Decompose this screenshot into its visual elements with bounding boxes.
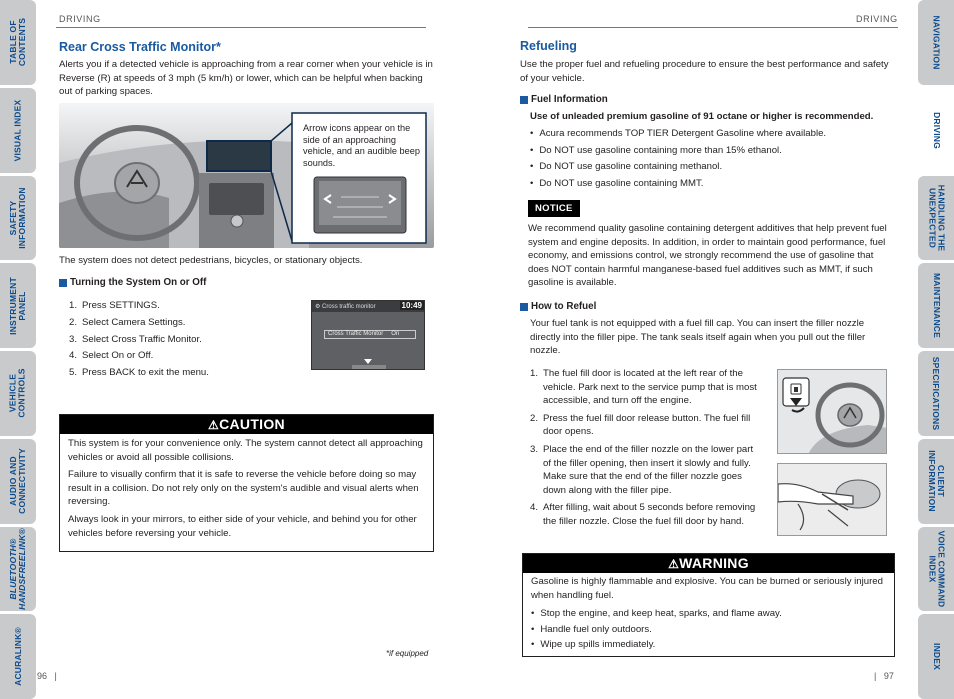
warning-bullets [531, 606, 886, 653]
list-item: • Stop the engine, and keep heat, sparks, and flame away. [531, 606, 886, 622]
tab-bluetooth-handsfreelink[interactable] [0, 527, 36, 612]
tab-safety-information[interactable] [0, 176, 36, 261]
screen-settings-icon: ⚙ [315, 304, 323, 310]
refuel-intro: Your fuel tank is not equipped with a fuel fill cap. You can insert the filler nozzle directly into the filler pipe. The tank seals itself again when you pull out the filler nozzle. [530, 318, 866, 357]
warning-body [523, 573, 894, 656]
tab-label: ACURALINK® [12, 627, 23, 687]
list-item [69, 348, 209, 365]
screen-menu-item-label: Cross Traffic Monitor [328, 331, 384, 337]
list-item [530, 367, 762, 408]
list-item [69, 315, 209, 332]
screen-title-bar [312, 301, 425, 312]
right-section-tabs [918, 0, 954, 699]
tab-audio-connectivity[interactable] [0, 439, 36, 524]
list-item [530, 443, 762, 497]
list-item: • Acura recommends TOP TIER Detergent Gasoline where available. [530, 126, 826, 143]
tab-vehicle-controls[interactable] [0, 351, 36, 436]
tab-label: TABLE OF CONTENTS [8, 18, 28, 67]
page-number-value: 96 [37, 671, 48, 681]
screen-menu-item [324, 330, 416, 339]
fuel-bullets [530, 126, 826, 192]
settings-screen-image [311, 300, 425, 370]
tab-label: CLIENT INFORMATION [927, 450, 947, 512]
page-title: Rear Cross Traffic Monitor* [59, 40, 221, 54]
warning-triangle-icon: ⚠ [208, 418, 220, 432]
step-number: 2. [530, 412, 539, 424]
tab-label: INSTRUMENT PANEL [8, 276, 28, 335]
tab-label: SPECIFICATIONS [931, 356, 942, 431]
warning-box [522, 553, 895, 657]
tab-label: VOICE COMMAND INDEX [927, 530, 946, 608]
tab-instrument-panel[interactable] [0, 263, 36, 348]
step-text: Press BACK to exit the menu. [82, 367, 209, 379]
tab-label: HANDLING THE UNEXPECTED [927, 184, 946, 252]
step-text: Select On or Off. [82, 350, 154, 362]
step-number: 4. [530, 502, 539, 514]
caution-paragraph: Failure to visually confirm that it is safe to reverse the vehicle before doing so may result in a collision. Do not rely only on the system's audible and visual alerts when reversing. [68, 469, 419, 508]
list-item: • Do NOT use gasoline containing more than 15% ethanol. [530, 143, 826, 160]
right-page-number: | 97 [874, 671, 894, 681]
step-number: 1. [530, 368, 539, 379]
caution-label: CAUTION [219, 416, 285, 432]
tab-label: VISUAL INDEX [12, 99, 23, 162]
step-number: 3. [69, 333, 78, 345]
step-number: 2. [69, 316, 78, 328]
page-title: Refueling [520, 39, 577, 53]
warning-label: WARNING [679, 555, 749, 571]
list-item: • Do NOT use gasoline containing methanol. [530, 159, 826, 176]
tab-driving[interactable] [918, 88, 954, 173]
callout-text: Arrow icons appear on the side of an approaching vehicle, and an audible beep sounds. [303, 123, 420, 168]
tab-specifications[interactable] [918, 351, 954, 436]
section-heading-text: Turning the System On or Off [70, 277, 207, 288]
screen-scrollbar [352, 365, 386, 369]
step-number: 3. [530, 443, 539, 455]
refuel-steps [530, 367, 762, 529]
step-text: Press SETTINGS. [82, 300, 160, 311]
list-item [69, 365, 209, 382]
detection-note: The system does not detect pedestrians, bicycles, or stationary objects. [59, 255, 363, 266]
section-heading-text: How to Refuel [531, 301, 597, 312]
screen-title: Cross traffic monitor [322, 304, 376, 310]
header-rule [56, 27, 426, 28]
list-item [530, 412, 762, 439]
tab-visual-index[interactable] [0, 88, 36, 173]
dashboard-illustration [59, 103, 434, 248]
list-item [69, 332, 209, 349]
filler-nozzle-illustration [777, 463, 887, 536]
section-heading-fuel-information [520, 94, 608, 105]
tab-label: NAVIGATION [931, 15, 942, 70]
tab-label: DRIVING [931, 111, 942, 149]
step-text: The fuel fill door is located at the left rear of the vehicle. Park next to the service pump that is most accessible, and turn off the engine. [543, 368, 757, 407]
header-rule [528, 27, 898, 28]
warning-header [523, 554, 894, 573]
list-item [69, 298, 209, 315]
fuel-recommendation: Use of unleaded premium gasoline of 91 octane or higher is recommended. [530, 111, 874, 122]
tab-label: AUDIO AND CONNECTIVITY [8, 448, 27, 514]
intro-text: Alerts you if a detected vehicle is approaching from a rear corner when your vehicle is in Reverse (R) at speeds of 3 mph (5 km/h) or lower, which can be helpful when backing out of parking spaces. [59, 59, 433, 98]
list-item [530, 501, 762, 528]
tab-label: INDEX [931, 643, 942, 671]
caution-header [60, 415, 433, 434]
footnote: *if equipped [386, 649, 429, 658]
tab-handling-unexpected[interactable] [918, 176, 954, 261]
intro-text: Use the proper fuel and refueling procedure to ensure the best performance and safety of your vehicle. [520, 59, 889, 84]
step-number: 5. [69, 367, 78, 379]
screen-menu-item-value: On [391, 331, 400, 337]
left-page-number: 96 | [37, 671, 57, 681]
list-item: • Handle fuel only outdoors. [531, 622, 886, 638]
tab-maintenance[interactable] [918, 263, 954, 348]
step-text: Place the end of the filler nozzle on the lower part of the filler opening, then insert it slowly and fully. Make sure that the end of the filler nozzle goes down along with the filler pipe. [543, 443, 754, 496]
section-heading-turning-on-off [59, 277, 206, 288]
page-number-value: 97 [883, 671, 894, 681]
tab-voice-command-index[interactable] [918, 527, 954, 612]
section-heading-how-to-refuel [520, 301, 596, 312]
tab-label: SAFETY INFORMATION [8, 187, 28, 249]
section-heading-text: Fuel Information [531, 94, 608, 105]
tab-index[interactable] [918, 614, 954, 699]
warning-paragraph: Gasoline is highly flammable and explosive. You can be burned or seriously injured when handling fuel. [531, 576, 883, 601]
tab-label: VEHICLE CONTROLS [8, 368, 28, 419]
step-number: 1. [69, 300, 78, 311]
tab-table-of-contents[interactable] [0, 0, 36, 85]
caution-paragraph: This system is for your convenience only. The system cannot detect all approaching vehicles or avoid all possible collisions. [68, 438, 423, 463]
notice-text: We recommend quality gasoline containing detergent additives that help prevent fuel system and engine deposits. In addition, in order to maintain good performance, fuel economy, and emissions control, we strongly recommend the use of gasoline that does NOT contain harmful manganese-based fuel additives such as MMT, if such gasoline is available. [528, 223, 887, 289]
square-bullet-icon [520, 96, 528, 104]
screen-clock: 10:49 [401, 301, 422, 310]
fuel-door-release-illustration [777, 369, 887, 454]
settings-steps [69, 298, 209, 382]
step-text: After filling, wait about 5 seconds before removing the filler nozzle. Close the fuel fill door by hand. [543, 502, 756, 527]
step-text: Press the fuel fill door release button. The fuel fill door opens. [543, 412, 751, 438]
scroll-down-icon [364, 359, 372, 364]
notice-badge: NOTICE [528, 200, 580, 217]
tab-label: MAINTENANCE [931, 273, 942, 339]
square-bullet-icon [520, 303, 528, 311]
tab-navigation[interactable] [918, 0, 954, 85]
right-page-header: DRIVING [856, 14, 898, 24]
caution-box [59, 414, 434, 552]
tab-acuralink[interactable] [0, 614, 36, 699]
left-page-header: DRIVING [59, 14, 101, 24]
tab-label: BLUETOOTH® HANDSFREELINK® [8, 527, 28, 610]
step-text: Select Camera Settings. [82, 316, 186, 328]
list-item: • Do NOT use gasoline containing MMT. [530, 176, 826, 193]
caution-paragraph: Always look in your mirrors, to either side of your vehicle, and behind you for other vehicles before reversing your vehicle. [68, 513, 417, 539]
step-text: Select Cross Traffic Monitor. [82, 333, 202, 345]
warning-triangle-icon: ⚠ [668, 557, 680, 571]
step-number: 4. [69, 350, 78, 362]
square-bullet-icon [59, 279, 67, 287]
tab-client-information[interactable] [918, 439, 954, 524]
caution-body [60, 434, 433, 547]
left-section-tabs [0, 0, 36, 699]
list-item: • Wipe up spills immediately. [531, 637, 886, 653]
